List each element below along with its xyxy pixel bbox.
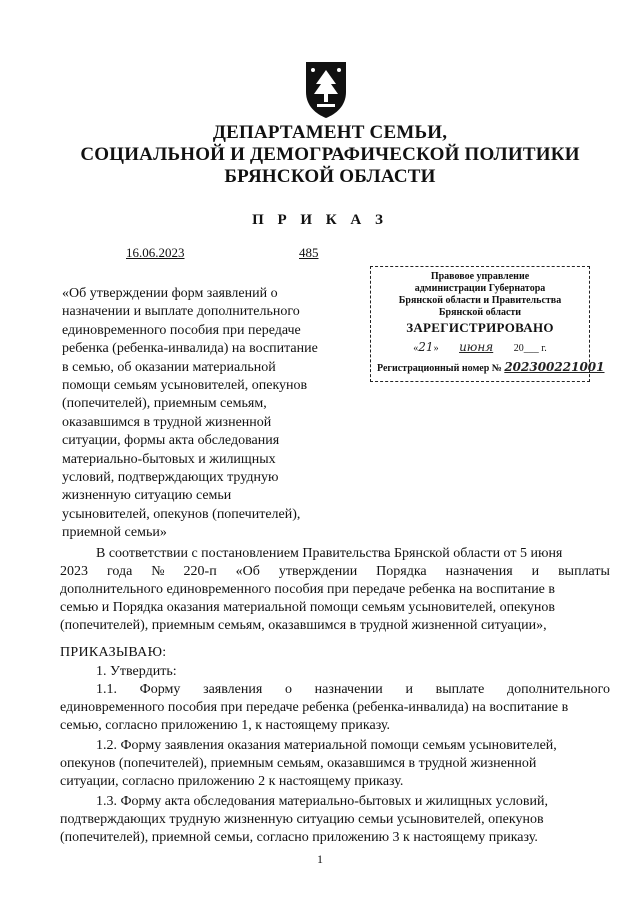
department-title-line2: СОЦИАЛЬНОЙ И ДЕМОГРАФИЧЕСКОЙ ПОЛИТИКИ bbox=[80, 144, 580, 165]
item-1-2-line: 1.2. Форму заявления оказания материальной помощи семьям усыновителей, bbox=[96, 738, 557, 753]
subject-line: оказавшимся в трудной жизненной bbox=[62, 414, 272, 430]
preamble-line bbox=[60, 563, 610, 581]
word: № bbox=[151, 564, 165, 579]
stamp-line: Правовое управление bbox=[430, 271, 530, 282]
order-date: 16.06.2023 bbox=[126, 245, 185, 260]
order-directive-heading: ПРИКАЗЫВАЮ: bbox=[60, 645, 167, 660]
subject-line: жизненную ситуацию семьи bbox=[62, 488, 232, 504]
subject-line: условий, подтверждающих трудную bbox=[62, 470, 279, 486]
word: выплаты bbox=[558, 564, 610, 579]
page-number: 1 bbox=[317, 852, 323, 866]
stamp-reg-number bbox=[377, 360, 605, 375]
subject-line: в семью, об оказании материальной bbox=[62, 359, 276, 375]
item-1-1-line: семью, согласно приложению 1, к настоящему приказу. bbox=[60, 718, 391, 733]
word: Форму bbox=[139, 682, 181, 697]
subject-line: «Об утверждении форм заявлений о bbox=[62, 286, 278, 301]
word: о bbox=[284, 682, 292, 697]
subject-line: материально-бытовых и жилищных bbox=[62, 451, 276, 467]
item-1-1-line bbox=[60, 681, 610, 699]
word: 1.1. bbox=[96, 682, 117, 697]
stamp-line: администрации Губернатора bbox=[414, 283, 546, 294]
preamble bbox=[60, 545, 610, 635]
word: выплате bbox=[435, 682, 485, 697]
preamble-line: (попечителей), приемным семьям, оказавшимся в трудной жизненной ситуации», bbox=[60, 618, 547, 633]
stamp-reg-value: 202300221001 bbox=[504, 360, 605, 374]
word: назначении bbox=[314, 682, 383, 697]
stamp-year: 20___ г. bbox=[513, 343, 547, 354]
word: заявления bbox=[203, 682, 263, 697]
stamp-month: июня bbox=[459, 340, 494, 354]
subject-line: ребенка (ребенка-инвалида) на воспитание bbox=[62, 341, 318, 357]
item-1-2-line: ситуации, согласно приложению 2 к настоящему приказу. bbox=[60, 774, 404, 789]
stamp-line: Брянской области bbox=[438, 307, 522, 318]
preamble-line: В соответствии с постановлением Правительства Брянской области от 5 июня bbox=[96, 546, 563, 561]
stamp-day: 21 bbox=[418, 340, 434, 354]
item-1-1-line: единовременного пособия при передаче ребенка (ребенка-инвалида) на воспитание в bbox=[60, 700, 569, 715]
subject-line: (попечителей), приемным семьям, bbox=[62, 396, 267, 412]
word: «Об bbox=[235, 564, 260, 579]
word: дополнительного bbox=[506, 682, 610, 697]
stamp-line: Брянской области и Правительства bbox=[398, 295, 562, 306]
subject-line: приемной семьи» bbox=[62, 525, 167, 541]
coat-of-arms-icon bbox=[303, 60, 349, 120]
item-1: 1. Утвердить: bbox=[96, 664, 177, 679]
order-number: 485 bbox=[299, 245, 319, 260]
subject-line: единовременного пособия при передаче bbox=[62, 322, 301, 338]
word: года bbox=[106, 564, 133, 579]
word: назначения bbox=[445, 564, 513, 579]
subject-line: помощи семьям усыновителей, опекунов bbox=[62, 378, 308, 394]
preamble-line: семью и Порядка оказания материальной помощи семьям усыновителей, опекунов bbox=[60, 600, 556, 615]
word: и bbox=[405, 682, 413, 697]
item-1-3-line: подтверждающих трудную жизненную ситуацию семьи усыновителей, опекунов bbox=[60, 812, 544, 827]
department-title-line3: БРЯНСКОЙ ОБЛАСТИ bbox=[224, 166, 436, 187]
word: утверждении bbox=[278, 564, 358, 579]
stamp-reg-label: Регистрационный номер № bbox=[377, 363, 502, 374]
stamp-date: «21» июня 20___ г. bbox=[413, 340, 547, 354]
word: 220-п bbox=[183, 564, 217, 579]
registration-stamp bbox=[370, 266, 605, 382]
item-1-3-line: 1.3. Форму акта обследования материально-бытовых и жилищных условий, bbox=[96, 794, 548, 809]
subject-line: усыновителей, опекунов (попечителей), bbox=[62, 506, 301, 522]
stamp-registered: ЗАРЕГИСТРИРОВАНО bbox=[406, 320, 554, 335]
subject-line: ситуации, формы акта обследования bbox=[62, 433, 280, 449]
word: и bbox=[531, 564, 540, 579]
department-title bbox=[60, 122, 600, 188]
order-subject bbox=[62, 285, 362, 543]
word: 2023 bbox=[60, 564, 88, 579]
order-body bbox=[60, 663, 610, 847]
subject-line: назначении и выплате дополнительного bbox=[62, 304, 300, 320]
item-1-3-line: (попечителей), приемной семьи, согласно приложению 3 к настоящему приказу. bbox=[60, 830, 538, 845]
order-heading: П Р И К А З bbox=[252, 212, 388, 228]
word: Порядка bbox=[376, 564, 427, 579]
item-1-2-line: опекунов (попечителей), приемным семьям, оказавшимся в трудной жизненной bbox=[60, 756, 537, 771]
department-title-line1: ДЕПАРТАМЕНТ СЕМЬИ, bbox=[212, 122, 448, 143]
preamble-line: дополнительного единовременного пособия при передаче ребенка на воспитание в bbox=[60, 582, 556, 597]
